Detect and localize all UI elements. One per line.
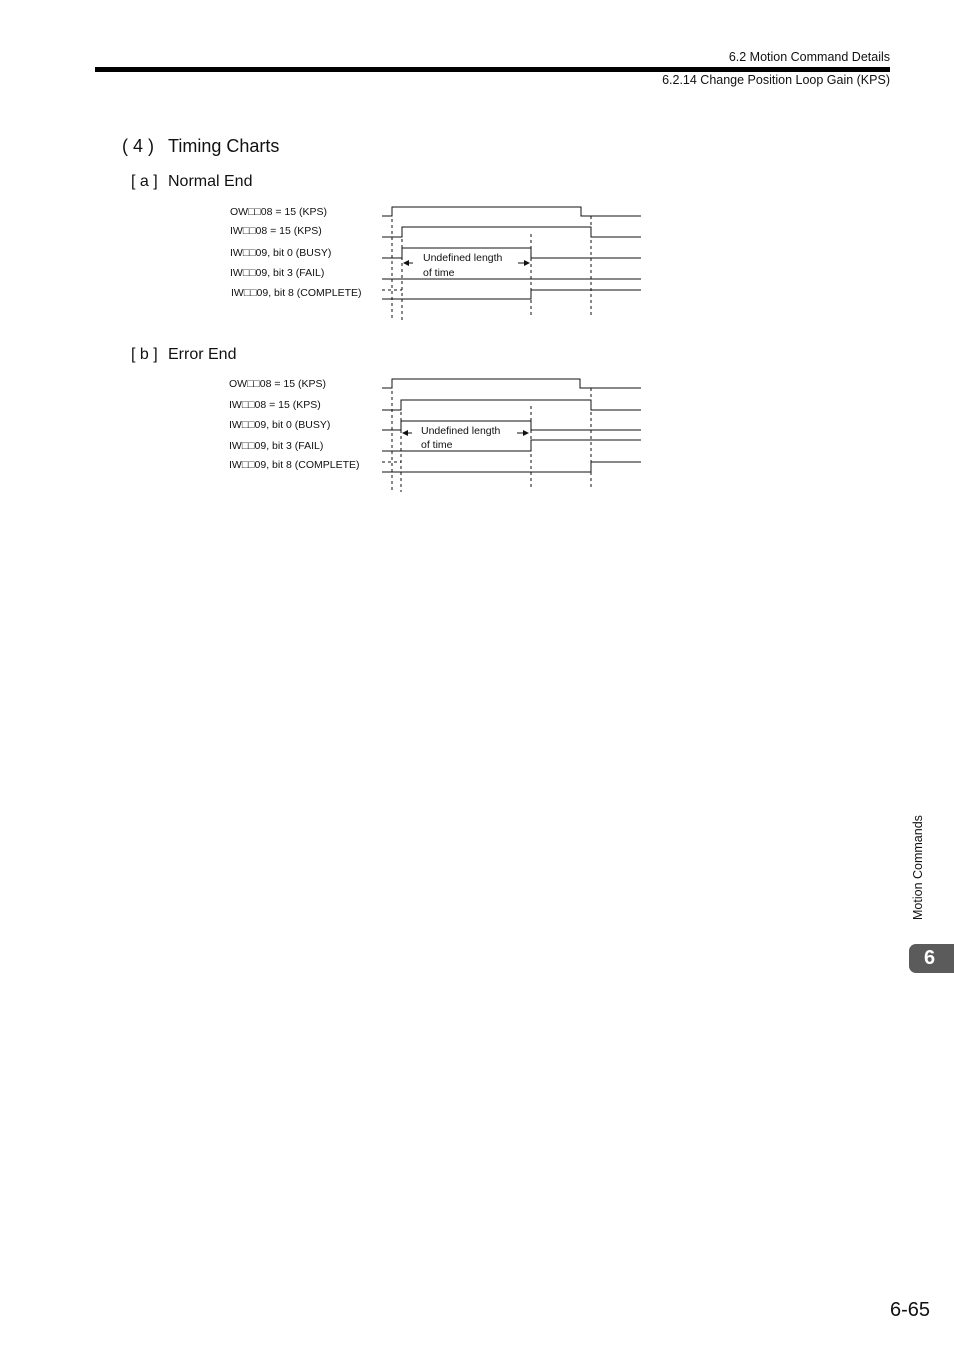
header-section-title: 6.2 Motion Command Details <box>728 50 890 64</box>
subheading-number: [ a ] <box>131 173 158 190</box>
waveform-complete <box>382 290 641 299</box>
subheading-number: [ b ] <box>131 346 158 363</box>
waveform-complete <box>382 462 641 472</box>
signal-label: IW□□09, bit 3 (FAIL) <box>230 267 325 279</box>
signal-label: OW□□08 = 15 (KPS) <box>230 206 328 218</box>
timing-chart-error-end <box>228 370 644 495</box>
heading-title: Timing Charts <box>168 136 280 156</box>
waveform-iw08 <box>382 400 641 410</box>
signal-label: IW□□09, bit 0 (BUSY) <box>229 419 331 431</box>
signal-label: OW□□08 = 15 (KPS) <box>229 378 327 390</box>
waveform-ow08 <box>382 207 641 216</box>
timing-chart-normal-end <box>228 198 644 323</box>
page-number: 6-65 <box>889 1299 930 1321</box>
subheading-title: Error End <box>168 346 237 363</box>
heading-number: ( 4 ) <box>122 136 155 156</box>
duration-annotation: Undefined length <box>421 425 501 437</box>
duration-annotation: of time <box>423 267 455 279</box>
arrow-right-icon <box>524 260 530 266</box>
arrow-left-icon <box>402 430 408 436</box>
signal-label: IW□□09, bit 8 (COMPLETE) <box>231 287 362 299</box>
chapter-side-label: Motion Commands <box>911 815 925 920</box>
heading-timing-charts <box>122 136 279 157</box>
chapter-tab: 6 <box>909 944 954 973</box>
signal-label: IW□□09, bit 8 (COMPLETE) <box>229 459 360 471</box>
waveform-ow08 <box>382 379 641 388</box>
signal-label: IW□□09, bit 3 (FAIL) <box>229 440 324 452</box>
header-rule <box>95 67 890 72</box>
waveform-iw08 <box>382 227 641 237</box>
signal-label: IW□□09, bit 0 (BUSY) <box>230 247 332 259</box>
duration-annotation: of time <box>421 439 453 451</box>
arrow-right-icon <box>523 430 529 436</box>
waveform-busy <box>382 248 641 258</box>
duration-annotation: Undefined length <box>423 252 503 264</box>
subheading-title: Normal End <box>168 173 253 190</box>
header-subsection-title: 6.2.14 Change Position Loop Gain (KPS) <box>662 73 890 87</box>
heading-error-end <box>131 346 236 364</box>
signal-label: IW□□08 = 15 (KPS) <box>229 399 321 411</box>
signal-label: IW□□08 = 15 (KPS) <box>230 225 322 237</box>
heading-normal-end <box>131 173 252 191</box>
arrow-left-icon <box>403 260 409 266</box>
